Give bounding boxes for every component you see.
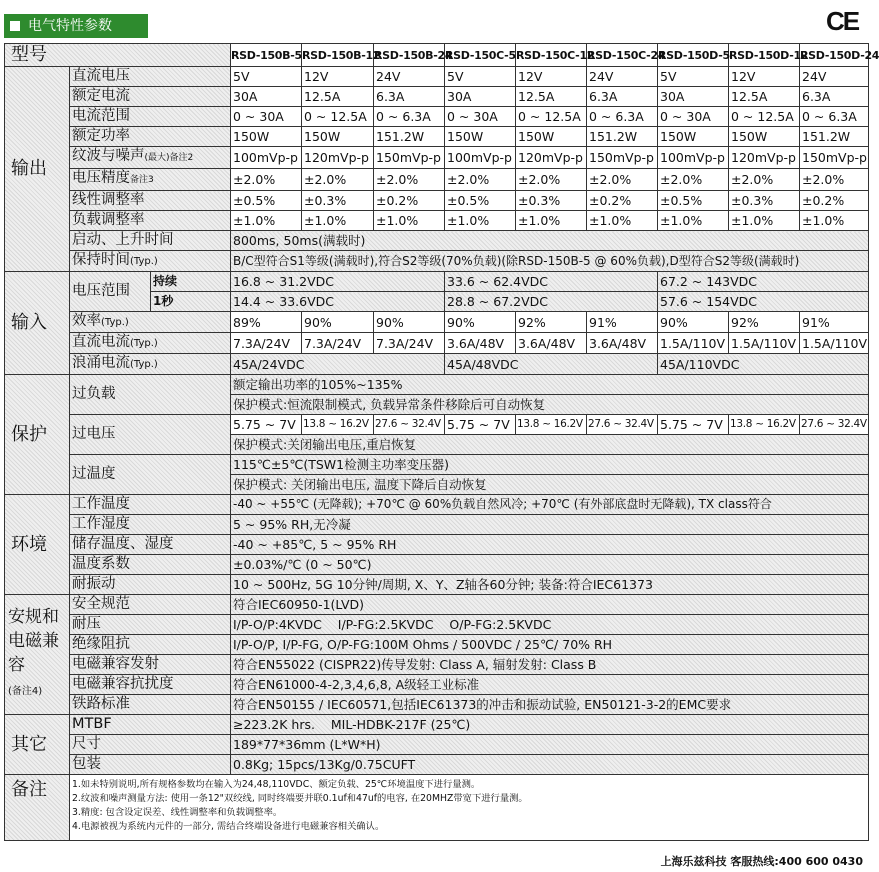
output-load-regulation-row — [5, 211, 869, 231]
output-voltage-tolerance-row — [5, 169, 869, 191]
protection-category: 保护 — [5, 375, 70, 495]
sub-label: 持续 — [151, 272, 231, 292]
env-temp-coeff-row — [5, 555, 869, 575]
header-square-icon — [10, 21, 20, 31]
value-cell: ±1.0% — [516, 211, 587, 231]
param-label-text: 纹波与噪声 — [72, 148, 145, 164]
param-label: 过温度 — [70, 455, 231, 495]
output-line-regulation-row — [5, 191, 869, 211]
protection-otp-row — [5, 455, 869, 475]
value-cell: 5.75 ~ 7V — [445, 415, 516, 435]
env-working-temp-row — [5, 495, 869, 515]
param-label — [70, 354, 231, 375]
param-label-text: 浪涌电流 — [72, 355, 130, 371]
value-cell: 150mVp-p — [800, 147, 869, 169]
value-cell: 150W — [729, 127, 800, 147]
param-label — [70, 333, 231, 354]
value-cell: 13.8 ~ 16.2V — [302, 415, 374, 435]
param-label: 工作温度 — [70, 495, 231, 515]
safety-withstand-row — [5, 615, 869, 635]
value-cell: 27.6 ~ 32.4V — [587, 415, 658, 435]
value-cell: 67.2 ~ 143VDC — [658, 272, 869, 292]
value-cell: ±1.0% — [729, 211, 800, 231]
value-cell: 92% — [516, 312, 587, 333]
value-cell: ±1.0% — [587, 211, 658, 231]
value-cell: 3.6A/48V — [516, 333, 587, 354]
value-cell: ±2.0% — [658, 169, 729, 191]
value-cell: 45A/24VDC — [231, 354, 445, 375]
footer-contact: 上海乐兹科技 客服热线:400 600 0430 — [660, 855, 863, 868]
param-label: 电压范围 — [70, 272, 151, 312]
value-cell: 150W — [302, 127, 374, 147]
value-cell: 24V — [587, 67, 658, 87]
note-line: 2.纹波和噪声测量方法: 使用一条12"双绞线, 同时终端要并联0.1uf和47uf的电容, 在20MHZ带宽下进行量测。 — [72, 793, 528, 804]
value-cell: 1.5A/110V — [658, 333, 729, 354]
param-note: (Typ.) — [130, 256, 158, 267]
param-label: 耐压 — [70, 615, 231, 635]
value-cell: 92% — [729, 312, 800, 333]
param-label — [70, 251, 231, 272]
param-label: 过负载 — [70, 375, 231, 415]
value-cell: 0 ~ 6.3A — [587, 107, 658, 127]
safety-isolation-row — [5, 635, 869, 655]
value-cell: -40 ~ +85℃, 5 ~ 95% RH — [231, 535, 869, 555]
safety-category-note: (备注4) — [8, 686, 43, 697]
safety-railway-row — [5, 695, 869, 715]
value-cell: ±2.0% — [302, 169, 374, 191]
value-cell: 33.6 ~ 62.4VDC — [445, 272, 658, 292]
value-cell: 115℃±5℃(TSW1检测主功率变压器) — [231, 455, 869, 475]
param-label: 安全规范 — [70, 595, 231, 615]
value-cell: B/C型符合S1等级(满载时),符合S2等级(70%负载)(除RSD-150B-5 @ 60%负载),D型符合S2等级(满载时) — [231, 251, 869, 272]
value-cell: 符合EN61000-4-2,3,4,6,8, A级轻工业标准 — [231, 675, 869, 695]
value-cell: 保护模式:恒流限制模式, 负载异常条件移除后可自动恢复 — [231, 395, 869, 415]
value-cell: ±1.0% — [374, 211, 445, 231]
param-label-text: 直流电流 — [72, 334, 130, 350]
param-label-text: 效率 — [72, 313, 101, 329]
value-cell: ±1.0% — [800, 211, 869, 231]
param-label: 额定电流 — [70, 87, 231, 107]
model-row — [5, 44, 869, 67]
value-cell: 100mVp-p — [231, 147, 302, 169]
note-line: 3.精度: 包含设定误差、线性调整率和负载调整率。 — [72, 807, 283, 818]
param-label — [70, 312, 231, 333]
value-cell: ±2.0% — [587, 169, 658, 191]
value-cell: 6.3A — [800, 87, 869, 107]
value-cell: 0 ~ 6.3A — [374, 107, 445, 127]
param-label — [70, 169, 231, 191]
spec-table — [4, 43, 879, 841]
note-line: 4.电源被视为系统内元件的一部分, 需结合终端设备进行电磁兼容相关确认。 — [72, 821, 385, 832]
value-cell: 45A/48VDC — [445, 354, 658, 375]
input-efficiency-row — [5, 312, 869, 333]
value-cell: 5 ~ 95% RH,无冷凝 — [231, 515, 869, 535]
value-cell: 7.3A/24V — [231, 333, 302, 354]
value-cell: 150W — [445, 127, 516, 147]
protection-ovp-row — [5, 415, 869, 435]
value-cell: 151.2W — [374, 127, 445, 147]
notes-category: 备注 — [5, 775, 70, 841]
value-cell: 5.75 ~ 7V — [658, 415, 729, 435]
output-rated-power-row — [5, 127, 869, 147]
value-cell: 16.8 ~ 31.2VDC — [231, 272, 445, 292]
value-cell: 3.6A/48V — [445, 333, 516, 354]
value-cell: 120mVp-p — [729, 147, 800, 169]
value-cell: 12V — [302, 67, 374, 87]
value-cell: ±2.0% — [445, 169, 516, 191]
note-line: 1.如未特别说明,所有规格参数均在输入为24,48,110VDC、额定负载、25℃环境温度下进行量测。 — [72, 779, 481, 790]
model-cell: RSD-150D-12 — [729, 44, 800, 67]
value-cell: 57.6 ~ 154VDC — [658, 292, 869, 312]
output-ripple-row — [5, 147, 869, 169]
value-cell: 27.6 ~ 32.4V — [800, 415, 869, 435]
safety-emc-emission-row — [5, 655, 869, 675]
value-cell: 0 ~ 12.5A — [302, 107, 374, 127]
model-cell: RSD-150B-12 — [302, 44, 374, 67]
value-cell: ±0.3% — [302, 191, 374, 211]
output-dc-voltage-row — [5, 67, 869, 87]
model-cell: RSD-150C-12 — [516, 44, 587, 67]
value-cell: 0 ~ 30A — [658, 107, 729, 127]
param-label: 绝缘阻抗 — [70, 635, 231, 655]
notes-row — [5, 775, 869, 841]
value-cell: 150W — [658, 127, 729, 147]
param-label: 温度系数 — [70, 555, 231, 575]
protection-overload-row — [5, 375, 869, 395]
others-packing-row — [5, 755, 869, 775]
value-cell: 0 ~ 12.5A — [729, 107, 800, 127]
others-mtbf-row — [5, 715, 869, 735]
value-cell: ±1.0% — [302, 211, 374, 231]
value-cell: 12.5A — [729, 87, 800, 107]
others-dimension-row — [5, 735, 869, 755]
input-category: 输入 — [5, 272, 70, 375]
param-note: (Typ.) — [101, 317, 129, 328]
env-vibration-row — [5, 575, 869, 595]
value-cell: 3.6A/48V — [587, 333, 658, 354]
param-label: 电磁兼容发射 — [70, 655, 231, 675]
param-label: 过电压 — [70, 415, 231, 455]
output-current-range-row — [5, 107, 869, 127]
value-cell: 800ms, 50ms(满载时) — [231, 231, 869, 251]
value-cell: 30A — [658, 87, 729, 107]
value-cell: 91% — [800, 312, 869, 333]
param-note: (Typ.) — [130, 338, 158, 349]
output-rated-current-row — [5, 87, 869, 107]
output-setup-rise-row — [5, 231, 869, 251]
value-cell: 150W — [231, 127, 302, 147]
model-cell: RSD-150D-5 — [658, 44, 729, 67]
param-label: 负载调整率 — [70, 211, 231, 231]
value-cell: 12V — [729, 67, 800, 87]
value-cell: 5.75 ~ 7V — [231, 415, 302, 435]
value-cell: ±2.0% — [800, 169, 869, 191]
value-cell: ±2.0% — [374, 169, 445, 191]
value-cell: ±0.2% — [800, 191, 869, 211]
value-cell: 151.2W — [587, 127, 658, 147]
output-hold-up-row — [5, 251, 869, 272]
value-cell: ±0.5% — [445, 191, 516, 211]
value-cell: ±1.0% — [445, 211, 516, 231]
value-cell: 5V — [231, 67, 302, 87]
value-cell: ±0.03%/℃ (0 ~ 50℃) — [231, 555, 869, 575]
value-cell: 28.8 ~ 67.2VDC — [445, 292, 658, 312]
value-cell: 30A — [445, 87, 516, 107]
value-cell: 100mVp-p — [658, 147, 729, 169]
input-voltage-continuous-row — [5, 272, 869, 292]
value-cell: 符合IEC60950-1(LVD) — [231, 595, 869, 615]
param-label-text: 保持时间 — [72, 252, 130, 268]
value-cell: 120mVp-p — [516, 147, 587, 169]
value-cell: 0.8Kg; 15pcs/13Kg/0.75CUFT — [231, 755, 869, 775]
value-cell: 91% — [587, 312, 658, 333]
param-label: MTBF — [70, 715, 231, 735]
value-cell: 符合EN55022 (CISPR22)传导发射: Class A, 辐射发射: Class B — [231, 655, 869, 675]
value-cell: ±0.3% — [729, 191, 800, 211]
value-cell: 5V — [445, 67, 516, 87]
value-cell: 保护模式:关闭输出电压,重启恢复 — [231, 435, 869, 455]
param-label: 启动、上升时间 — [70, 231, 231, 251]
value-cell: 24V — [374, 67, 445, 87]
input-dc-current-row — [5, 333, 869, 354]
param-note: (Typ.) — [130, 359, 158, 370]
value-cell: 13.8 ~ 16.2V — [516, 415, 587, 435]
param-label: 额定功率 — [70, 127, 231, 147]
value-cell: 24V — [800, 67, 869, 87]
input-inrush-row — [5, 354, 869, 375]
value-cell: ±0.2% — [374, 191, 445, 211]
value-cell: ±1.0% — [658, 211, 729, 231]
value-cell: 符合EN50155 / IEC60571,包括IEC61373的冲击和振动试验, EN50121-3-2的EMC要求 — [231, 695, 869, 715]
value-cell: ±2.0% — [231, 169, 302, 191]
others-category: 其它 — [5, 715, 70, 775]
safety-standards-row — [5, 595, 869, 615]
ce-mark: CE — [826, 6, 859, 36]
param-note: 备注3 — [130, 175, 154, 185]
value-cell: 27.6 ~ 32.4V — [374, 415, 445, 435]
output-category: 输出 — [5, 67, 70, 272]
value-cell: 90% — [445, 312, 516, 333]
model-cell: RSD-150C-24 — [587, 44, 658, 67]
value-cell: 89% — [231, 312, 302, 333]
value-cell: 12V — [516, 67, 587, 87]
param-label-text: 电压精度 — [72, 170, 130, 186]
param-label: 尺寸 — [70, 735, 231, 755]
value-cell: ±0.2% — [587, 191, 658, 211]
value-cell: ±1.0% — [231, 211, 302, 231]
value-cell: 100mVp-p — [445, 147, 516, 169]
value-cell: ±0.3% — [516, 191, 587, 211]
model-cell: RSD-150B-24 — [374, 44, 445, 67]
value-cell: 5V — [658, 67, 729, 87]
value-cell: ±0.5% — [231, 191, 302, 211]
model-cell: RSD-150D-24 — [800, 44, 869, 67]
value-cell: I/P-O/P, I/P-FG, O/P-FG:100M Ohms / 500VDC / 25℃/ 70% RH — [231, 635, 869, 655]
model-label: 型号 — [5, 44, 231, 67]
value-cell: 90% — [374, 312, 445, 333]
param-label: 直流电压 — [70, 67, 231, 87]
sub-label: 1秒 — [151, 292, 231, 312]
param-label: 工作湿度 — [70, 515, 231, 535]
value-cell: 120mVp-p — [302, 147, 374, 169]
value-cell: 0 ~ 12.5A — [516, 107, 587, 127]
env-working-humidity-row — [5, 515, 869, 535]
value-cell: ±2.0% — [516, 169, 587, 191]
param-label: 线性调整率 — [70, 191, 231, 211]
value-cell: 0 ~ 30A — [445, 107, 516, 127]
param-label: 电流范围 — [70, 107, 231, 127]
param-label: 包装 — [70, 755, 231, 775]
value-cell: 151.2W — [800, 127, 869, 147]
param-label: 储存温度、湿度 — [70, 535, 231, 555]
param-label: 耐振动 — [70, 575, 231, 595]
value-cell: 10 ~ 500Hz, 5G 10分钟/周期, X、Y、Z轴各60分钟; 装备:符合IEC61373 — [231, 575, 869, 595]
value-cell: 6.3A — [374, 87, 445, 107]
value-cell: ±2.0% — [729, 169, 800, 191]
env-storage-row — [5, 535, 869, 555]
value-cell: 0 ~ 30A — [231, 107, 302, 127]
value-cell: 150mVp-p — [587, 147, 658, 169]
param-note: (最大)备注2 — [144, 153, 194, 163]
value-cell: 7.3A/24V — [302, 333, 374, 354]
param-label: 铁路标准 — [70, 695, 231, 715]
notes-body — [70, 775, 869, 841]
safety-emc-immunity-row — [5, 675, 869, 695]
value-cell: ±0.5% — [658, 191, 729, 211]
value-cell: -40 ~ +55℃ (无降载); +70℃ @ 60%负载自然风冷; +70℃ (有外部底盘时无降载), TX class符合 — [231, 495, 869, 515]
safety-category — [5, 595, 70, 715]
value-cell: ≥223.2K hrs. MIL-HDBK-217F (25℃) — [231, 715, 869, 735]
value-cell: 7.3A/24V — [374, 333, 445, 354]
section-title: 电气特性参数 — [28, 18, 112, 34]
value-cell: 150W — [516, 127, 587, 147]
value-cell: 45A/110VDC — [658, 354, 869, 375]
value-cell: 6.3A — [587, 87, 658, 107]
section-header — [4, 14, 148, 38]
model-cell: RSD-150B-5 — [231, 44, 302, 67]
value-cell: I/P-O/P:4KVDC I/P-FG:2.5KVDC O/P-FG:2.5KVDC — [231, 615, 869, 635]
value-cell: 12.5A — [302, 87, 374, 107]
value-cell: 0 ~ 6.3A — [800, 107, 869, 127]
param-label: 电磁兼容抗扰度 — [70, 675, 231, 695]
environment-category: 环境 — [5, 495, 70, 595]
model-cell: RSD-150C-5 — [445, 44, 516, 67]
value-cell: 额定输出功率的105%~135% — [231, 375, 869, 395]
value-cell: 1.5A/110V — [800, 333, 869, 354]
value-cell: 12.5A — [516, 87, 587, 107]
value-cell: 1.5A/110V — [729, 333, 800, 354]
safety-category-text: 安规和电磁兼容 — [8, 607, 59, 675]
param-label — [70, 147, 231, 169]
value-cell: 90% — [302, 312, 374, 333]
value-cell: 90% — [658, 312, 729, 333]
value-cell: 保护模式: 关闭输出电压, 温度下降后自动恢复 — [231, 475, 869, 495]
value-cell: 14.4 ~ 33.6VDC — [231, 292, 445, 312]
value-cell: 189*77*36mm (L*W*H) — [231, 735, 869, 755]
value-cell: 150mVp-p — [374, 147, 445, 169]
value-cell: 30A — [231, 87, 302, 107]
value-cell: 13.8 ~ 16.2V — [729, 415, 800, 435]
